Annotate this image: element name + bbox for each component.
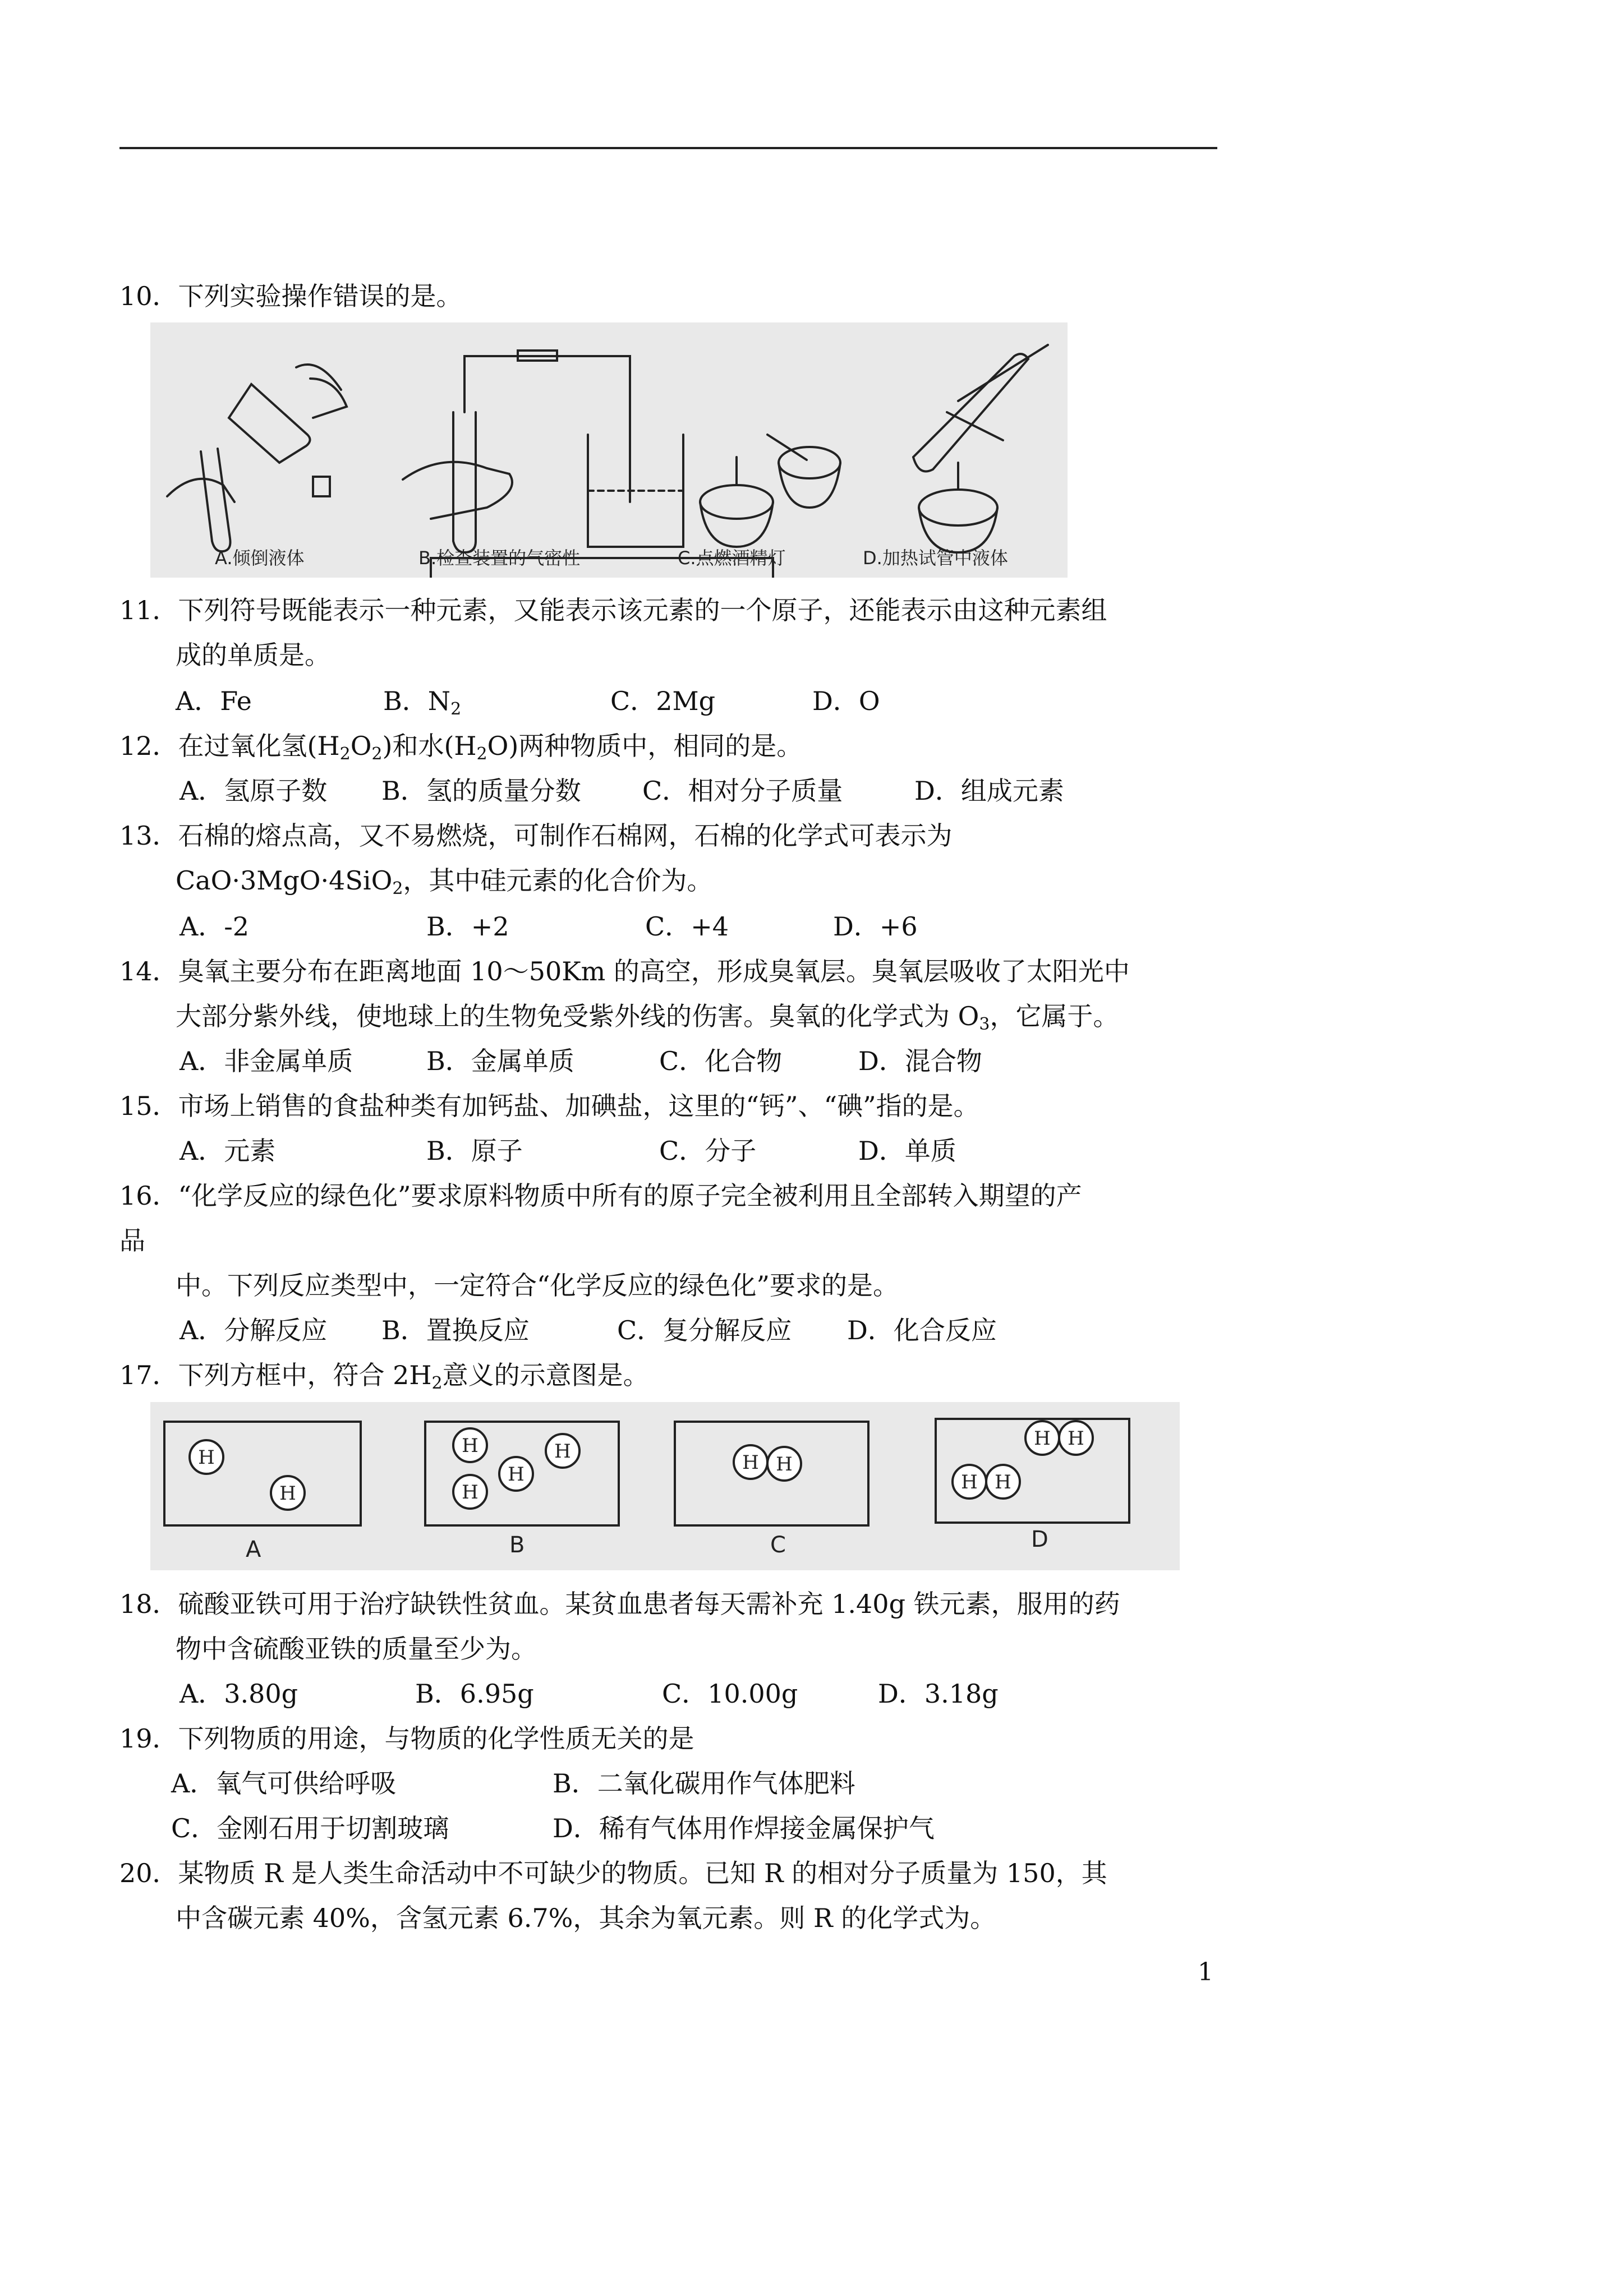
q18-options — [180, 1677, 1189, 1711]
q12-stem-part: )和水(H — [382, 731, 477, 761]
header-rule — [119, 147, 1217, 149]
atom-label: H — [462, 1435, 479, 1457]
q13-formula-sub: 2 — [392, 879, 403, 898]
q10-caption-b: B.检查装置的气密性 — [418, 547, 581, 569]
q14-option-d: D．混合物 — [858, 1046, 982, 1076]
q16-options — [180, 1313, 1189, 1347]
q11-option-b-sub: 2 — [450, 699, 462, 719]
q14-stem-part: ，它属于。 — [990, 1001, 1119, 1031]
q14-option-c: C．化合物 — [659, 1046, 783, 1076]
q13-stem-line1: 13．石棉的熔点高，又不易燃烧，可制作石棉网，石棉的化学式可表示为 — [119, 820, 953, 851]
atom-label: H — [776, 1453, 793, 1476]
q14-stem-line1: 14．臭氧主要分布在距离地面 10～50Km 的高空，形成臭氧层。臭氧层吸收了太阳光中 — [119, 956, 1130, 986]
lab-operations-illustration — [150, 322, 1068, 578]
page-number: 1 — [1198, 1958, 1213, 1986]
q13-option-b: B．+2 — [426, 911, 509, 942]
q11-options — [176, 684, 1185, 718]
atom-label: H — [1068, 1427, 1084, 1450]
atom-label: H — [554, 1440, 571, 1463]
box-a — [164, 1422, 361, 1525]
q11-option-d: D．O — [812, 686, 880, 716]
q15-options — [180, 1134, 1189, 1168]
atom-label: H — [508, 1463, 525, 1486]
hydrogen-diagrams — [150, 1402, 1180, 1570]
q20-stem-line1: 20．某物质 R 是人类生命活动中不可缺少的物质。已知 R 的相对分子质量为 150，其 — [119, 1858, 1107, 1888]
q14-stem-sub: 3 — [979, 1015, 990, 1034]
q18-stem-line2: 物中含硫酸亚铁的质量至少为。 — [176, 1634, 537, 1664]
q18-stem-line1: 18．硫酸亚铁可用于治疗缺铁性贫血。某贫血患者每天需补充 1.40g 铁元素，服用的药 — [119, 1589, 1120, 1619]
q18-option-c: C．10.00g — [662, 1679, 798, 1709]
q19-option-c: C．金刚石用于切割玻璃 — [171, 1813, 449, 1843]
q10-caption-a: A.倾倒液体 — [215, 547, 305, 569]
q12-option-b: B．氢的质量分数 — [381, 776, 581, 806]
q10-figure — [150, 322, 1068, 578]
q15-option-c: C．分子 — [659, 1136, 757, 1166]
q12-options — [180, 774, 1189, 808]
q12-option-a: A．氢原子数 — [180, 776, 328, 806]
q19-options-row2 — [171, 1811, 1181, 1845]
atom-label: H — [961, 1471, 978, 1493]
q17-stem-part: 17．下列方框中，符合 2H — [119, 1360, 432, 1390]
q13-stem-rest: ，其中硅元素的化合价为。 — [403, 865, 713, 896]
q17-stem-sub: 2 — [431, 1373, 443, 1393]
q12-stem-part: O — [350, 731, 372, 761]
q14-option-a: A．非金属单质 — [180, 1046, 353, 1076]
q17-stem-part: 意义的示意图是。 — [442, 1360, 649, 1390]
q14-stem-part: 大部分紫外线，使地球上的生物免受紫外线的伤害。臭氧的化学式为 O — [176, 1001, 979, 1031]
q10-caption-c: C.点燃酒精灯 — [678, 547, 786, 569]
q15-option-d: D．单质 — [858, 1136, 956, 1166]
q17-label-c: C — [770, 1532, 786, 1558]
q13-stem-line2 — [176, 864, 712, 897]
q20-stem-line2: 中含碳元素 40%，含氢元素 6.7%，其余为氧元素。则 R 的化学式为。 — [176, 1903, 996, 1933]
q18-option-a: A．3.80g — [180, 1679, 298, 1709]
atom-label: H — [995, 1471, 1011, 1493]
q17-stem — [119, 1358, 649, 1392]
q12-option-d: D．组成元素 — [914, 776, 1064, 806]
q13-options — [180, 910, 1189, 943]
q17-label-b: B — [509, 1532, 525, 1558]
q16-stem-line2: 品 — [119, 1225, 145, 1256]
q16-stem-line1: 16．“化学反应的绿色化”要求原料物质中所有的原子完全被利用且全部转入期望的产 — [119, 1181, 1082, 1211]
q11-option-b — [383, 684, 461, 718]
q19-option-b: B．二氧化碳用作气体肥料 — [553, 1768, 855, 1799]
q12-stem-part: 12．在过氧化氢(H — [119, 731, 340, 761]
q11-option-b-text: B．N — [383, 686, 451, 716]
atom-label: H — [462, 1481, 479, 1504]
q16-option-c: C．复分解反应 — [617, 1315, 792, 1345]
atom-label: H — [1034, 1427, 1051, 1450]
q13-option-c: C．+4 — [645, 911, 729, 942]
q19-options-row1 — [171, 1767, 1181, 1800]
q12-stem — [119, 729, 802, 763]
q17-figure — [150, 1402, 1180, 1570]
q14-option-b: B．金属单质 — [426, 1046, 574, 1076]
q19-stem: 19．下列物质的用途，与物质的化学性质无关的是 — [119, 1723, 694, 1754]
q17-label-a: A — [246, 1537, 261, 1562]
q11-stem-line1: 11．下列符号既能表示一种元素，又能表示该元素的一个原子，还能表示由这种元素组 — [119, 595, 1107, 625]
atom-label: H — [198, 1446, 215, 1469]
q12-stem-part: O)两种物质中，相同的是。 — [487, 731, 803, 761]
q11-option-c: C．2Mg — [610, 686, 716, 716]
q10-caption-d: D.加热试管中液体 — [863, 547, 1008, 569]
q18-option-b: B．6.95g — [415, 1679, 534, 1709]
q10-stem: 10．下列实验操作错误的是。 — [119, 281, 462, 311]
q15-option-b: B．原子 — [426, 1136, 523, 1166]
q16-stem-line3: 中。下列反应类型中，一定符合“化学反应的绿色化”要求的是。 — [176, 1270, 899, 1301]
atom-label: H — [279, 1482, 296, 1505]
atom-label: H — [742, 1451, 759, 1474]
q11-option-a: A．Fe — [176, 686, 252, 716]
q12-stem-sub: 2 — [371, 744, 383, 764]
q13-option-a: A．-2 — [180, 911, 250, 942]
q17-label-d: D — [1031, 1527, 1048, 1552]
q12-stem-sub: 2 — [339, 744, 351, 764]
q16-option-d: D．化合反应 — [847, 1315, 997, 1345]
q18-option-d: D．3.18g — [878, 1679, 999, 1709]
q12-stem-sub: 2 — [476, 744, 487, 764]
q19-option-d: D．稀有气体用作焊接金属保护气 — [553, 1813, 935, 1843]
q11-stem-line2: 成的单质是。 — [176, 640, 330, 670]
q15-option-a: A．元素 — [180, 1136, 276, 1166]
q13-option-d: D．+6 — [833, 911, 918, 942]
q16-option-b: B．置换反应 — [381, 1315, 530, 1345]
q15-stem: 15．市场上销售的食盐种类有加钙盐、加碘盐，这里的“钙”、“碘”指的是。 — [119, 1091, 979, 1121]
q14-options — [180, 1044, 1189, 1078]
q19-option-a: A．氧气可供给呼吸 — [171, 1768, 397, 1799]
q14-stem-line2 — [176, 999, 1119, 1033]
q12-option-c: C．相对分子质量 — [642, 776, 843, 806]
q16-option-a: A．分解反应 — [180, 1315, 328, 1345]
q13-formula: CaO·3MgO·4SiO — [176, 865, 393, 896]
